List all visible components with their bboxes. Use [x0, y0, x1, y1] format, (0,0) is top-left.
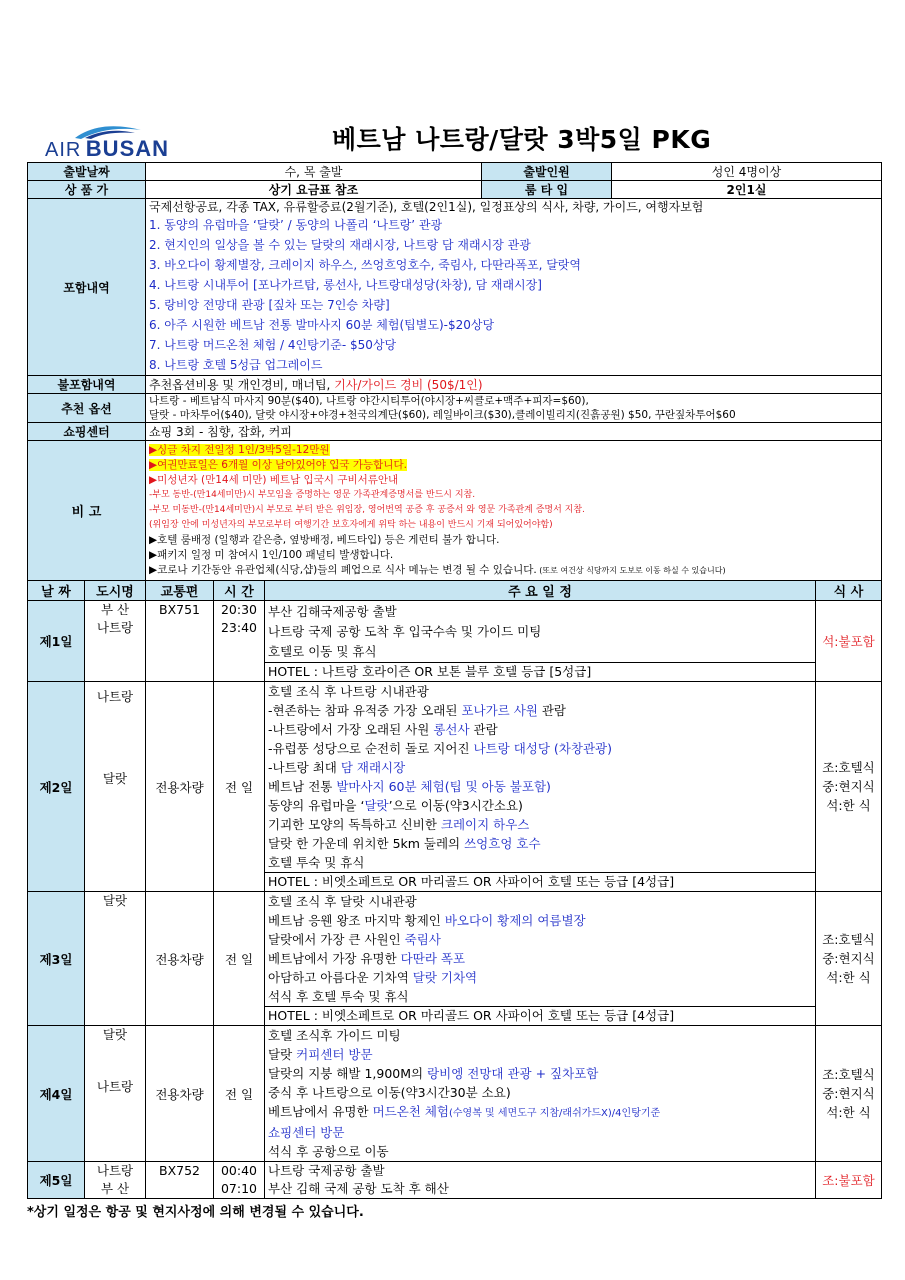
itinerary-line: 베트남 응웬 왕조 마지막 황제인 바오다이 황제의 여름별장	[268, 913, 586, 928]
itinerary-line: 부산 김해국제공항 출발	[268, 604, 397, 619]
meal-breakfast: 조:호텔식	[822, 760, 875, 775]
note-power-of-attorney: (위임장 안에 미성년자의 부모로부터 여행기간 보호자에게 위탁 하는 내용이 반드시 기재 되어있어야함)	[149, 520, 553, 530]
day-row	[28, 1026, 882, 1162]
day-time: 전 일	[214, 892, 265, 1026]
excluded-content	[146, 376, 882, 394]
document-title: 베트남 나트랑/달랏 3박5일 PKG	[332, 125, 712, 154]
excluded-row	[28, 376, 882, 394]
note-single-charge: ▶싱글 차지 전일정 1인/3박5일-12만원	[149, 444, 330, 456]
itinerary-line: 달랏에서 가장 큰 사원인 죽림사	[268, 932, 441, 947]
itinerary-line: 나트랑 국제공항 출발	[268, 1163, 385, 1178]
day-time	[214, 1162, 265, 1199]
city-header: 도시명	[85, 581, 146, 601]
meal-lunch: 중:현지식	[822, 1086, 875, 1101]
meal-breakfast: 조:호텔식	[822, 932, 875, 947]
schedule-header-row	[28, 581, 882, 601]
note-covid-text: ▶코로나 기간동안 유관업체(식당,샵)들의 폐업으로 식사 메뉴는 변경 될 수 있습니다.	[149, 564, 537, 576]
itinerary-line: 달랏 한 가운데 위치한 5km 둘레의 쓰엉흐엉 호수	[268, 836, 541, 851]
itinerary-line: 석식 후 공항으로 이동	[268, 1144, 389, 1159]
itinerary-line: 달랏 커피센터 방문	[268, 1047, 373, 1062]
day-itinerary	[265, 1026, 816, 1162]
hotel-line: HOTEL : 비엣소페트로 OR 마리골드 OR 사파이어 호텔 또는 등급 [4성급]	[265, 1006, 815, 1025]
itinerary-line: -현존하는 참파 유적중 가장 오래된 포나가르 사원 관람	[268, 703, 566, 718]
day-itinerary	[265, 1162, 816, 1199]
day-meal	[816, 1026, 882, 1162]
day-transport: 전용차량	[146, 682, 214, 892]
itinerary-page	[27, 118, 881, 1220]
day-row	[28, 601, 882, 682]
day-transport: 전용차량	[146, 892, 214, 1026]
room-label: 룸 타 입	[482, 181, 612, 199]
itinerary-line: 호텔로 이동 및 휴식	[268, 644, 377, 659]
itinerary-header: 주 요 일 정	[265, 581, 816, 601]
day-city	[85, 601, 146, 682]
options-label: 추천 옵션	[28, 394, 146, 423]
day-city: 달랏	[85, 892, 146, 1026]
itinerary-line: 기괴한 모양의 독특하고 신비한 크레이지 하우스	[268, 817, 530, 832]
price-row	[28, 181, 882, 199]
logo-busan-text: BUSAN	[85, 136, 170, 161]
product-info-table	[27, 162, 882, 581]
itinerary-line: 호텔 투숙 및 휴식	[268, 855, 365, 870]
note-covid	[149, 563, 878, 578]
city-name: 나트랑	[96, 1163, 134, 1178]
itinerary-line: 동양의 유럽마을 ‘달랏’으로 이동(약3시간소요)	[268, 798, 523, 813]
time-value: 23:40	[220, 620, 258, 635]
transport-header: 교통편	[146, 581, 214, 601]
excluded-label: 불포함내역	[28, 376, 146, 394]
included-item: 5. 랑비앙 전망대 관광 [짚차 또는 7인승 차량]	[149, 298, 390, 312]
itinerary-line: -유럽풍 성당으로 순전히 돌로 지어진 나트랑 대성당 (차창관광)	[268, 741, 612, 756]
day-label: 제4일	[28, 1026, 85, 1162]
shopping-value: 쇼핑 3회 - 침향, 잡화, 커피	[146, 423, 882, 441]
itinerary-line: 베트남에서 가장 유명한 다딴라 폭포	[268, 951, 466, 966]
note-minor-without-parent: -부모 미동반-(만14세미만)시 부모로 부터 받은 위임장, 영어번역 공증 후 공증서 와 영문 가족관계 증명서 지참.	[149, 505, 585, 515]
itinerary-line: 아담하고 아름다운 기차역 달랏 기차역	[268, 970, 478, 985]
logo-text	[45, 136, 169, 162]
date-header: 날 짜	[28, 581, 85, 601]
note-penalty: ▶패키지 일정 미 참여시 1인/100 패널티 발생합니다.	[149, 549, 394, 561]
room-value: 2인1실	[612, 181, 882, 199]
day-time: 전 일	[214, 682, 265, 892]
options-line: 달랏 - 마차투어($40), 달랏 야시장+야경+천국의계단($60), 레일바이크($30),클레이빌리지(진흙공원) $50, 꾸란짚차투어$60	[149, 409, 736, 421]
note-room: ▶호텔 룸배정 (일행과 같은층, 옆방배정, 베드타입) 등은 게런티 불가 합니다.	[149, 534, 500, 546]
meal-dinner: 석:한 식	[826, 1105, 871, 1120]
city-name: 부 산	[100, 602, 130, 617]
logo-air-text: AIR	[45, 139, 82, 161]
day-label: 제3일	[28, 892, 85, 1026]
departure-label: 출발날짜	[28, 163, 146, 181]
city-name: 달랏	[102, 1027, 128, 1042]
itinerary-line: 부산 김해 국제 공항 도착 후 해산	[268, 1181, 449, 1196]
itinerary-line: 쇼핑센터 방문	[268, 1125, 345, 1140]
day-row	[28, 892, 882, 1026]
day-transport: BX752	[146, 1162, 214, 1199]
included-label: 포함내역	[28, 199, 146, 376]
time-value: 20:30	[220, 602, 258, 617]
options-content	[146, 394, 882, 423]
city-name: 달랏	[102, 771, 128, 786]
day-meal: 조:불포함	[816, 1162, 882, 1199]
day-label: 제1일	[28, 601, 85, 682]
notes-label: 비 고	[28, 441, 146, 581]
footer-note: *상기 일정은 항공 및 현지사정에 의해 변경될 수 있습니다.	[27, 1205, 364, 1220]
shopping-label: 쇼핑센터	[28, 423, 146, 441]
day-row	[28, 1162, 882, 1199]
note-minor-with-parent: -부모 동반-(만14세미만)시 부모임을 증명하는 영문 가족관계증명서를 반드시 지참.	[149, 490, 476, 500]
time-header: 시 간	[214, 581, 265, 601]
day-city	[85, 1026, 146, 1162]
itinerary-line: 베트남 전통 발마사지 60분 체험(팁 및 아동 불포함)	[268, 779, 551, 794]
itinerary-line: -나트랑 최대 담 재래시장	[268, 760, 406, 775]
city-name: 나트랑	[96, 620, 134, 635]
price-value: 상기 요금표 참조	[146, 181, 482, 199]
meal-dinner: 석:한 식	[826, 970, 871, 985]
meal-header: 식 사	[816, 581, 882, 601]
included-intro: 국제선항공료, 각종 TAX, 유류할증료(2월기준), 호텔(2인1실), 일정표상의 식사, 차량, 가이드, 여행자보험	[149, 200, 704, 214]
note-covid-walk: (또로 여건상 식당까지 도보로 이동 하실 수 있습니다)	[536, 566, 726, 575]
departure-row	[28, 163, 882, 181]
hotel-line: HOTEL : 비엣소페트로 OR 마리골드 OR 사파이어 호텔 또는 등급 [4성급]	[265, 872, 815, 891]
itinerary-line: 중식 후 나트랑으로 이동(약3시간30분 소요)	[268, 1085, 511, 1100]
included-item: 3. 바오다이 황제별장, 크레이지 하우스, 쓰엉흐엉호수, 죽림사, 다딴라폭포, 달랏역	[149, 258, 581, 272]
options-line: 나트랑 - 베트남식 마사지 90분($40), 나트랑 야간시티투어(야시장+씨클로+맥주+피자=$60),	[149, 395, 589, 407]
day-row	[28, 682, 882, 892]
itinerary-line: 달랏의 지붕 해발 1,900M의 랑비엥 전망대 관광 + 짚차포함	[268, 1066, 599, 1081]
day-time	[214, 601, 265, 682]
meal-dinner: 석:한 식	[826, 798, 871, 813]
day-meal	[816, 682, 882, 892]
departure-value: 수, 목 출발	[146, 163, 482, 181]
people-label: 출발인원	[482, 163, 612, 181]
itinerary-line: -나트랑에서 가장 오래된 사원 롱선사 관람	[268, 722, 498, 737]
day-itinerary	[265, 682, 816, 892]
itinerary-line: 호텔 조식 후 나트랑 시내관광	[268, 684, 429, 699]
day-time: 전 일	[214, 1026, 265, 1162]
city-name: 나트랑	[96, 689, 134, 704]
price-label: 상 품 가	[28, 181, 146, 199]
notes-row	[28, 441, 882, 581]
itinerary-line: 호텔 조식후 가이드 미팅	[268, 1028, 401, 1043]
included-row	[28, 199, 882, 376]
meal-lunch: 중:현지식	[822, 779, 875, 794]
day-transport: 전용차량	[146, 1026, 214, 1162]
included-item: 7. 나트랑 머드온천 체험 / 4인탕기준- $50상당	[149, 338, 397, 352]
people-value: 성인 4명이상	[612, 163, 882, 181]
day-label: 제5일	[28, 1162, 85, 1199]
schedule-table	[27, 580, 882, 1199]
day-itinerary	[265, 892, 816, 1026]
meal-breakfast: 조:호텔식	[822, 1067, 875, 1082]
included-item: 8. 나트랑 호텔 5성급 업그레이드	[149, 358, 323, 372]
city-name: 부 산	[100, 1181, 130, 1196]
time-value: 07:10	[220, 1181, 258, 1196]
included-content	[146, 199, 882, 376]
included-item: 2. 현지인의 일상을 볼 수 있는 달랏의 재래시장, 나트랑 담 재래시장 관광	[149, 238, 531, 252]
meal-lunch: 중:현지식	[822, 951, 875, 966]
time-value: 00:40	[220, 1163, 258, 1178]
itinerary-line: 호텔 조식 후 달랏 시내관광	[268, 894, 417, 909]
day-city	[85, 682, 146, 892]
day-label: 제2일	[28, 682, 85, 892]
included-item: 6. 아주 시원한 베트남 전통 발마사지 60분 체험(팁별도)-$20상당	[149, 318, 495, 332]
itinerary-line: 베트남에서 유명한 머드온천 체험(수영복 및 세면도구 지참/래쉬가드X)/4인탕기준	[268, 1104, 661, 1119]
included-item: 4. 나트랑 시내투어 [포나가르탑, 롱선사, 나트랑대성당(차창), 담 재래시장]	[149, 278, 542, 292]
note-passport: ▶여권만료일은 6개월 이상 남아있어야 입국 가능합니다.	[149, 459, 407, 471]
excluded-value: 추천옵션비용 및 개인경비, 매너팁,	[149, 378, 335, 392]
document-header	[27, 118, 881, 162]
note-minor: ▶미성년자 (만14세 미만) 베트남 입국시 구비서류안내	[149, 474, 399, 486]
day-transport: BX751	[146, 601, 214, 682]
options-row	[28, 394, 882, 423]
day-meal	[816, 892, 882, 1026]
notes-content	[146, 441, 882, 581]
excluded-guide-fee: 기사/가이드 경비 (50$/1인)	[334, 378, 483, 392]
city-name: 나트랑	[96, 1079, 134, 1094]
itinerary-line: 석식 후 호텔 투숙 및 휴식	[268, 989, 409, 1004]
air-busan-logo	[45, 122, 185, 162]
day-itinerary	[265, 601, 816, 682]
day-city	[85, 1162, 146, 1199]
shopping-row	[28, 423, 882, 441]
day-meal: 석:불포함	[816, 601, 882, 682]
hotel-line: HOTEL : 나트랑 호라이즌 OR 보톤 블루 호텔 등급 [5성급]	[265, 662, 815, 681]
itinerary-line: 나트랑 국제 공항 도착 후 입국수속 및 가이드 미팅	[268, 624, 542, 639]
included-item: 1. 동양의 유럽마을 ‘달랏’ / 동양의 나폴리 ‘나트랑’ 관광	[149, 218, 443, 232]
